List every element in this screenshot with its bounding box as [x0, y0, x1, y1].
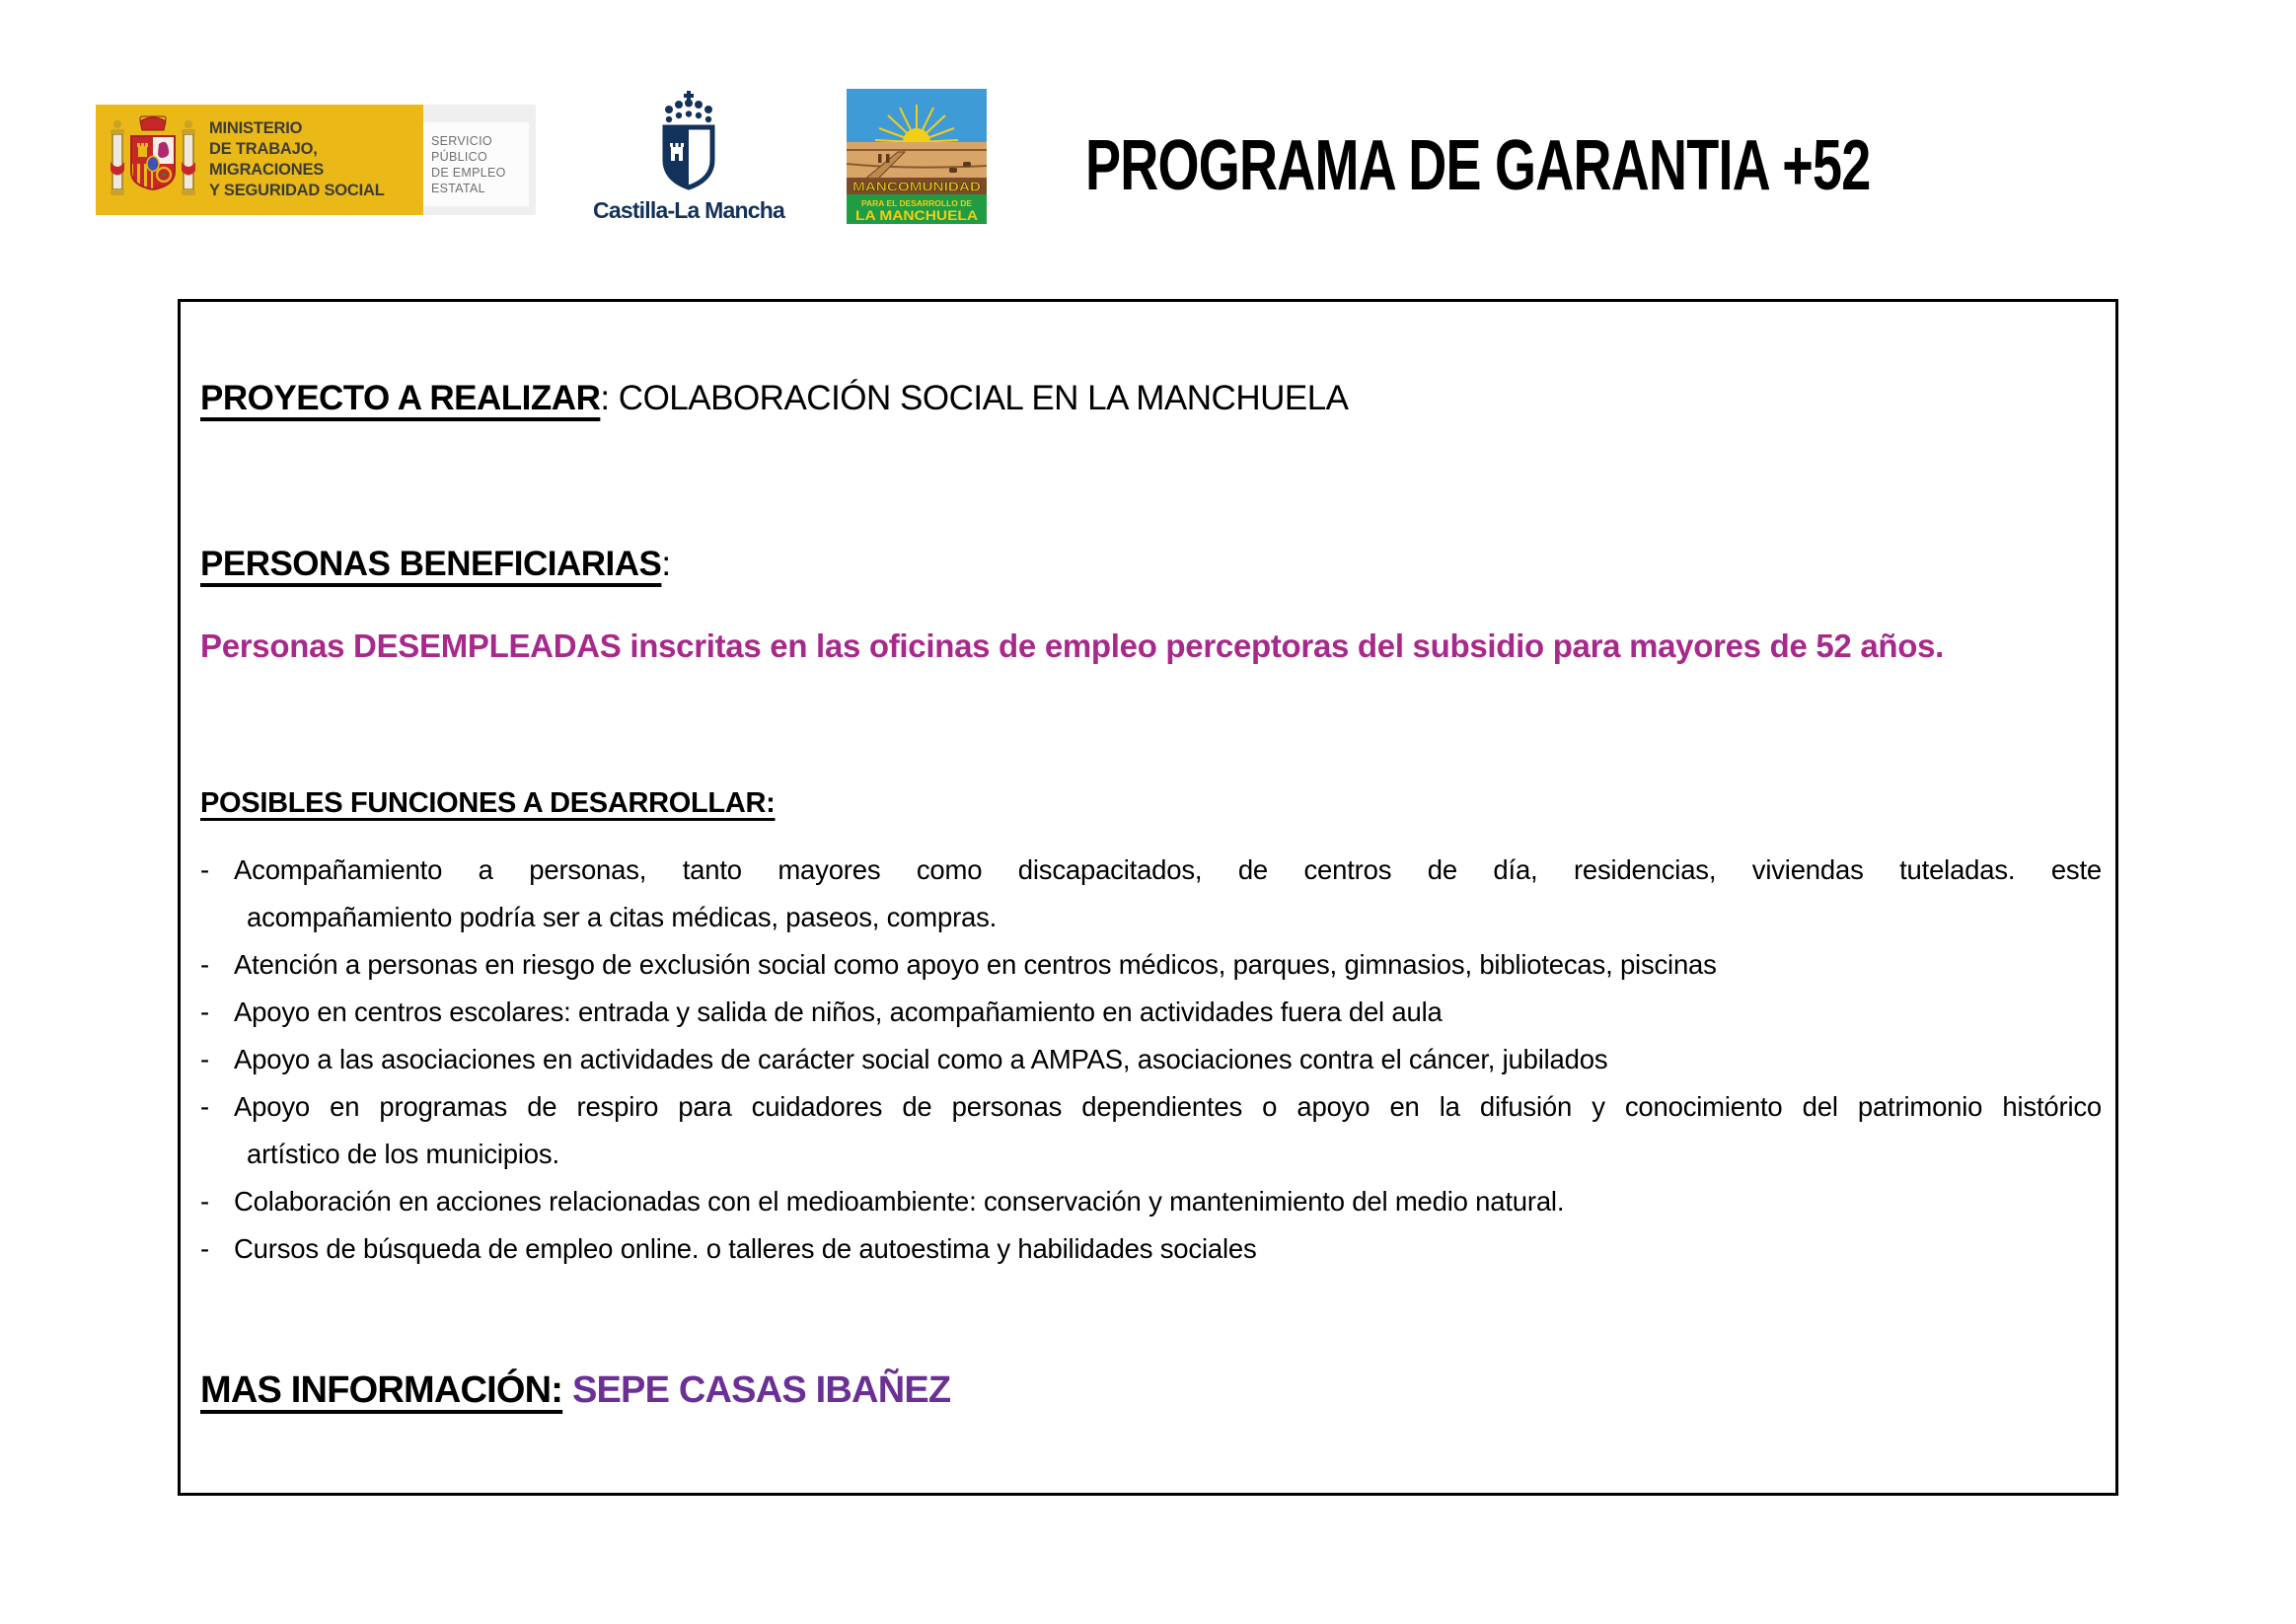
- proyecto-line: [200, 379, 2102, 418]
- mas-informacion-label: MAS INFORMACIÓN:: [200, 1369, 563, 1411]
- list-item-text: acompañamiento podría ser a citas médicas, paseos, compras.: [247, 902, 998, 932]
- list-item: [200, 847, 2102, 941]
- sepe-logo-panel: [423, 105, 536, 215]
- list-item-text: Cursos de búsqueda de empleo online. o talleres de autoestima y habilidades sociales: [234, 1233, 1257, 1264]
- list-item-text: Colaboración en acciones relacionadas con el medioambiente: conservación y mantenimiento del medio natural.: [234, 1186, 1565, 1217]
- content-box: [178, 299, 2118, 1496]
- manchuela-logo: [847, 89, 987, 224]
- funciones-label: POSIBLES FUNCIONES A DESARROLLAR:: [200, 787, 776, 819]
- bullet-dash-icon: -: [200, 997, 209, 1027]
- beneficiarias-colon: :: [661, 545, 671, 583]
- list-item-text: Apoyo en centros escolares: entrada y salida de niños, acompañamiento en actividades fuera del aula: [234, 997, 1443, 1027]
- list-item-text: artístico de los municipios.: [247, 1139, 559, 1169]
- bullet-dash-icon: -: [200, 1044, 209, 1074]
- spacer: [562, 1369, 572, 1411]
- ministry-name-line2: DE TRABAJO, MIGRACIONES: [209, 140, 325, 179]
- ministry-logo: [96, 105, 536, 215]
- ministry-name: [209, 118, 423, 201]
- bullet-dash-icon: -: [200, 854, 209, 885]
- list-item-text: Atención a personas en riesgo de exclusión social como apoyo en centros médicos, parques, gimnasios, bibliotecas, piscinas: [234, 949, 1717, 980]
- list-item-text: Acompañamiento a personas, tanto mayores como discapacitados, de centros de día, residencias, viviendas tuteladas. este: [234, 854, 2102, 885]
- beneficiarias-label: PERSONAS BENEFICIARIAS: [200, 545, 662, 583]
- list-item: [200, 1225, 2102, 1273]
- beneficiarias-heading: [200, 545, 2102, 584]
- sepe-label-line1: SERVICIO PÚBLICO: [431, 133, 492, 164]
- mas-informacion-line: [200, 1369, 2102, 1412]
- bullet-dash-icon: -: [200, 1233, 209, 1264]
- list-item: [200, 941, 2102, 989]
- castilla-la-mancha-logo: [584, 91, 793, 224]
- proyecto-value: COLABORACIÓN SOCIAL EN LA MANCHUELA: [618, 379, 1349, 417]
- sepe-label: [423, 122, 529, 206]
- list-item: [200, 989, 2102, 1036]
- manchuela-line3: LA MANCHUELA: [855, 207, 978, 223]
- list-item: [200, 1083, 2102, 1178]
- bullet-dash-icon: -: [200, 949, 209, 980]
- mas-informacion-value: SEPE CASAS IBAÑEZ: [571, 1369, 951, 1411]
- page-title: PROGRAMA DE GARANTIA +52: [1085, 126, 1871, 205]
- manchuela-line1: MANCOMUNIDAD: [852, 179, 981, 194]
- list-item: [200, 1178, 2102, 1225]
- bullet-dash-icon: -: [200, 1186, 209, 1217]
- beneficiarias-text: Personas DESEMPLEADAS inscritas en las oficinas de empleo perceptoras del subsidio para mayores de 52 años.: [200, 627, 1945, 664]
- ministry-name-line3: Y SEGURIDAD SOCIAL: [209, 182, 385, 199]
- list-item-text: Apoyo a las asociaciones en actividades de carácter social como a AMPAS, asociaciones contra el cáncer, jubilados: [234, 1044, 1608, 1074]
- bullet-dash-icon: -: [200, 1091, 209, 1122]
- clm-label: Castilla-La Mancha: [593, 197, 784, 223]
- clm-shield-icon: [635, 91, 742, 191]
- list-item: [200, 1036, 2102, 1083]
- funciones-list: [200, 847, 2102, 1273]
- list-item-text: Apoyo en programas de respiro para cuidadores de personas dependientes o apoyo en la difusión y conocimiento del patrimonio histórico: [234, 1091, 2102, 1122]
- manchuela-line2: PARA EL DESARROLLO DE: [861, 199, 973, 208]
- sepe-label-line2: DE EMPLEO ESTATAL: [431, 165, 506, 195]
- funciones-heading: [200, 787, 2102, 820]
- ministry-name-line1: MINISTERIO: [209, 119, 303, 137]
- spain-coat-of-arms-icon: [110, 109, 196, 211]
- manchuela-logo-art: [847, 89, 987, 224]
- proyecto-label: PROYECTO A REALIZAR: [200, 379, 601, 417]
- proyecto-colon: :: [600, 379, 619, 417]
- ministry-logo-yellow-panel: [96, 105, 423, 215]
